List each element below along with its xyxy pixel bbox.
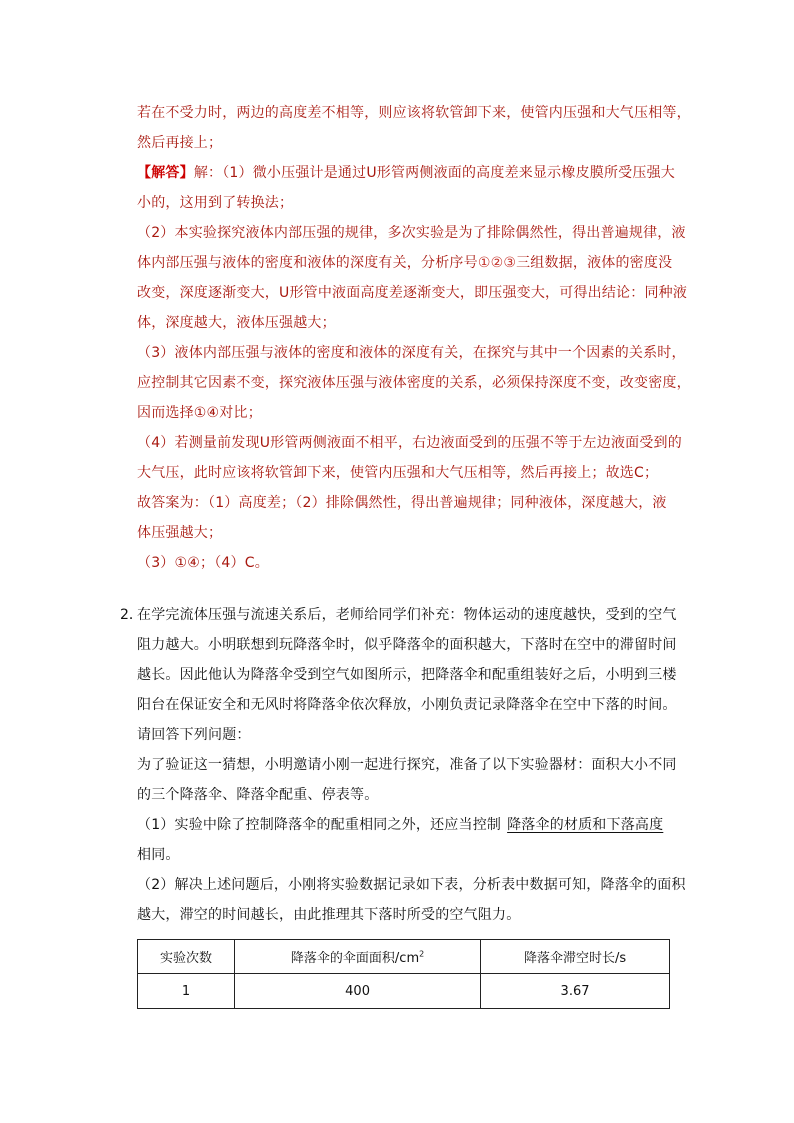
question-number: 2． [120,607,143,623]
table-cell-trial: 1 [138,974,235,1009]
answer-line-2: 小的，这用到了转换法； [137,195,294,211]
solution-block [137,98,691,578]
answer-summary-line-2: 体压强越大； [137,525,223,541]
part3-line-3: 因而选择①④对比； [137,405,262,421]
question2-block [137,600,686,930]
table-header-row [138,940,670,974]
part2-line-1: （2）本实验探究液体内部压强的规律，多次实验是为了排除偶然性，得出普遍规律，液 [137,225,686,241]
solution-intro-line-1: 若在不受力时，两边的高度差不相等，则应该将软管卸下来，使管内压强和大气压相等， [137,105,691,121]
solution-intro-line-2: 然后再接上； [137,135,223,151]
question-line-1: 在学完流体压强与流速关系后，老师给同学们补充：物体运动的速度越快，受到的空气 [137,607,677,623]
table-cell-area: 400 [235,974,481,1009]
part3-line-2: 应控制其它因素不变，探究液体压强与液体密度的关系，必须保持深度不变，改变密度， [137,375,691,391]
sub-question-2-line-1: （2）解决上述问题后，小刚将实验数据记录如下表，分析表中数据可知，降落伞的面积 [137,877,686,893]
sub-question-2-line-2: 越大，滞空的时间越长，由此推理其下落时所受的空气阻力。 [137,907,521,923]
question-line-3: 越长。因此他认为降落伞受到空气如图所示，把降落伞和配重组装好之后，小明到三楼 [137,667,677,683]
part2-line-2 [137,248,677,278]
table-header-duration: 降落伞滞空时长/s [481,940,670,974]
question-line-6: 为了验证这一猜想，小明邀请小刚一起进行探究，准备了以下实验器材：面积大小不同 [137,757,677,773]
table-header-trial: 实验次数 [138,940,235,974]
sub-question-1 [137,810,677,840]
part4-line-1: （4）若测量前发现U形管两侧液面不相平，右边液面受到的压强不等于左边液面受到的 [137,435,682,451]
data-table [137,939,670,1009]
part2-line-2-text: 体内部压强与液体的密度和液体的深度有关，分析序号 [137,255,478,271]
answer-summary-line-3: （3）①④；（4）C。 [137,555,269,571]
sub-question-1-prefix: （1）实验中除了控制降落伞的配重相同之外，还应当控制 [137,817,502,833]
answer-line-1-text: 解：（1）微小压强计是通过U形管两侧液面的高度差来显示橡皮膜所受压强大 [193,165,675,181]
answer-tag: 【解答】 [137,165,194,181]
question-line-4: 阳台在保证安全和无风时将降落伞依次释放，小刚负责记录降落伞在空中下落的时间。 [137,697,677,713]
part3-line-1: （3）液体内部压强与液体的密度和液体的深度有关，在探究与其中一个因素的关系时， [137,345,686,361]
answer-summary-line-1: 故答案为：（1）高度差；（2）排除偶然性，得出普遍规律；同种液体，深度越大，液 [137,495,667,511]
answer-line-1 [137,158,677,188]
question-line-2: 阻力越大。小明联想到玩降落伞时，似乎降落伞的面积越大，下落时在空中的滞留时间 [137,637,677,653]
sub-question-1-suffix: 相同。 [137,847,180,863]
table-cell-duration: 3.67 [481,974,670,1009]
table-header-area [235,940,481,974]
table-header-area-sup: 2 [419,949,425,959]
fill-in-answer: 降落伞的材质和下落高度 [507,817,664,833]
question-line-5: 请回答下列问题： [137,727,251,743]
part2-line-4: 体，深度越大，液体压强越大； [137,315,336,331]
part2-line-2-rest: 三组数据，液体的密度没 [516,255,673,271]
question-line-7: 的三个降落伞、降落伞配重、停表等。 [137,787,379,803]
table-header-area-text: 降落伞的伞面面积/cm [290,951,420,966]
circled-numbers: ①②③ [477,255,517,271]
table-row [138,974,670,1009]
part4-line-2: 大气压，此时应该将软管卸下来，使管内压强和大气压相等，然后再接上；故选C； [137,465,659,481]
part2-line-3: 改变，深度逐渐变大，U形管中液面高度差逐渐变大，即压强变大，可得出结论：同种液 [137,285,688,301]
